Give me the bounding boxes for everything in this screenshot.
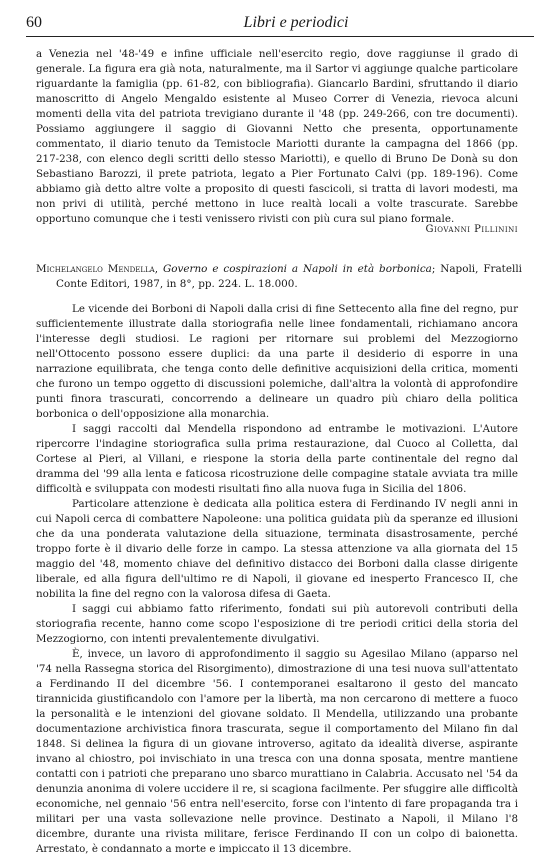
review-paragraph-1: Le vicende dei Borboni di Napoli dalla crisi di fine Settecento alla fine del regno, pur sufficientemente illustrate dalla storiografia nelle linee fondamentali, richiamano ancora l'interesse degli studiosi. Le ragioni per ritornare sui problemi del Mezzogiorno nell'Ottocento possono essere duplici: da una parte il desiderio di esporre in una narrazione equilibrata, che tenga conto delle definitive acquisizioni della critica, momenti che furono un tempo oggetto di discussioni polemiche, dall'altra la volontà di approfondire punti finora trascurati, concorrendo a delineare un quadro più chiaro della politica borbonica o dell'opposizione alla monarchia. [36,303,518,420]
previous-review-paragraph: a Venezia nel '48-'49 e infine ufficiale nell'esercito regio, dove raggiunse il grado di generale. La figura era già nota, naturalmente, ma il Sartor vi aggiunge qualche particolare riguardante la famiglia (pp. 61-82, con bibliografia). Giancarlo Bardini, sfruttando il diario manoscritto di Angelo Mengaldo esistente al Museo Correr di Venezia, rievoca alcuni momenti della vita del patriota trevigiano durante il '48 (pp. 249-266, con tre documenti). Possiamo aggiungere il saggio di Giovanni Netto che presenta, opportunamente commentato, il diario tenuto da Temistocle Mariotti durante la campagna del 1866 (pp. 217-238, con elenco degli scritti dello stesso Mariotti), e quello di Bruno De Donà su don Sebastiano Barozzi, il prete patriota, legato a Pier Fortunato Calvi (pp. 189-196). Come abbiamo già detto altre volte a proposito di questi fascicoli, si tratta di lavori modesti, ma non privi di utilità, perché mettono in luce realtà locali a volte trascurate. Sarebbe opportuno comunque che i testi venissero rivisti con più cura sul piano formale. [36,48,518,225]
review-paragraph-4: I saggi cui abbiamo fatto riferimento, fondati sui più autorevoli contributi della storiografia recente, hanno come scopo l'esposizione di tre periodi critici della storia del Mezzogiorno, con intenti prevalentemente divulgativi. [36,603,518,645]
page-number: 60 [26,14,42,31]
review-body [36,302,518,857]
previous-review-text [36,47,518,227]
review-heading: Michelangelo Mendella, Governo e cospirazioni a Napoli in età borbonica; Napoli, Fratelli Conte Editori, 1987, in 8°, pp. 224. L. 18.000. [36,263,522,290]
book-publication-info: ; Napoli, Fratelli Conte Editori, 1987, in 8°, pp. 224. L. 18.000. [56,263,522,290]
page-header [26,14,536,34]
header-rule [26,36,534,37]
running-title: Libri e periodici [243,14,349,31]
review-paragraph-5: È, invece, un lavoro di approfondimento il saggio su Agesilao Milano (apparso nel '74 nella Rassegna storica del Risorgimento), dimostrazione di una tesi nuova sull'attentato a Ferdinando II del dicembre '56. I contemporanei esaltarono il gesto del mancato tirannicida giustificandolo con l'amore per la libertà, ma non cercarono di mettere a fuoco la personalità e le intenzioni del giovane soldato. Il Mendella, utilizzando una probante documentazione archivistica finora trascurata, segue il comportamento del Milano fin dal 1848. Si delinea la figura di un giovane introverso, agitato da idealità diverse, aspirante invano al chiostro, poi invischiato in una tresca con una donna sposata, mentre mantiene contatti con i patrioti che preparano uno sbarco murattiano in Calabria. Accusato nel '54 da denunzia anonima di volere uccidere il re, si scagiona facilmente. Per sfuggire alle difficoltà economiche, nel gennaio '56 entra nell'esercito, forse con l'intento di fare propaganda tra i militari per una vasta sollevazione nelle province. Destinato a Napoli, il Milano l'8 dicembre, durante una rivista militare, ferisce Ferdinando II con un colpo di baionetta. Arrestato, è condannato a morte e impiccato il 13 dicembre. [36,648,518,855]
book-title: Governo e cospirazioni a Napoli in età borbonica [162,263,432,275]
reviewer-signature: Giovanni Pillinini [425,224,518,235]
review-paragraph-2: I saggi raccolti dal Mendella rispondono ad entrambe le motivazioni. L'Autore ripercorre l'indagine storiografica sulla prima restaurazione, dal Cuoco al Colletta, dal Cortese al Pieri, al Villani, e riespone la storia della parte continentale del regno dal dramma del '99 alla lenta e faticosa ricostruzione delle compagine statale avviata tra mille difficoltà e sviluppata con modesti risultati fino alla nuova fuga in Sicilia del 1806. [36,423,518,495]
book-author: Michelangelo Mendella [36,263,155,275]
review-paragraph-3: Particolare attenzione è dedicata alla politica estera di Ferdinando IV negli anni in cui Napoli cerca di combattere Napoleone: una politica guidata più da speranze ed illusioni che da una ponderata valutazione della situazione, terminata disastrosamente, perché troppo forte è il divario delle forze in campo. La stessa attenzione va alla giornata del 15 maggio del '48, momento chiave del definitivo distacco dei Borboni dalla classe dirigente liberale, ed alla figura dell'ultimo re di Napoli, il giovane ed inesperto Francesco II, che nobilita la fine del regno con la valorosa difesa di Gaeta. [36,498,518,600]
